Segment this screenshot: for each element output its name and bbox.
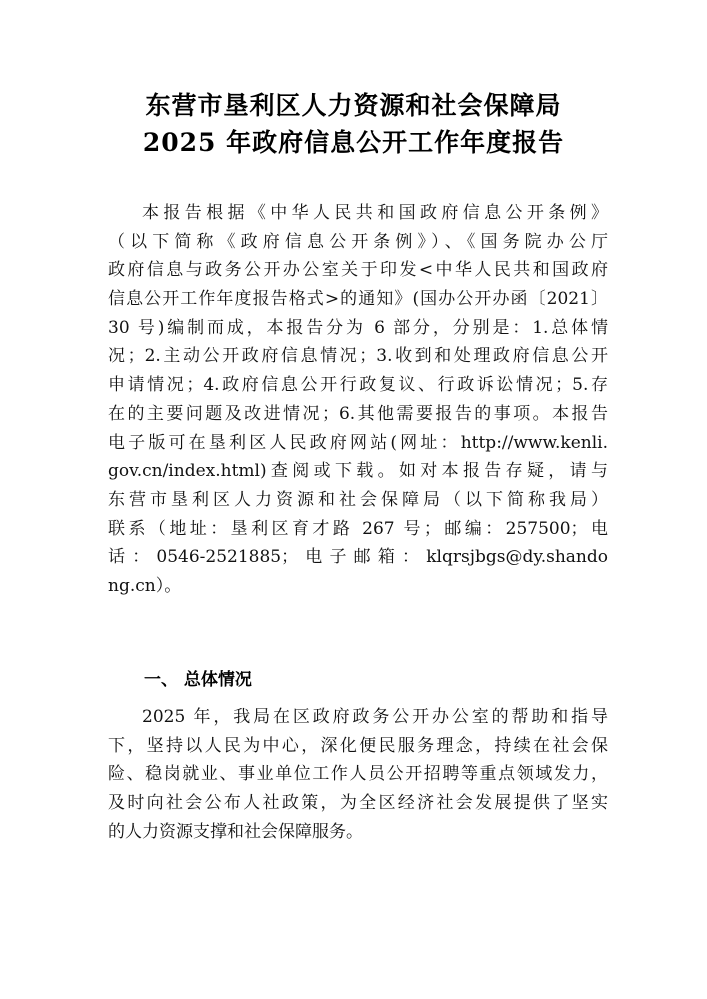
intro-line: gov.cn/index.html)查阅或下载。如对本报告存疑，请与 xyxy=(108,461,608,482)
section-1-line: 2025 年，我局在区政府政务公开办公室的帮助和指导 xyxy=(142,707,608,727)
intro-line: 30 号)编制而成，本报告分为 6 部分，分别是：1.总体情 xyxy=(108,317,608,338)
intro-line: 本报告根据《中华人民共和国政府信息公开条例》 xyxy=(142,203,608,223)
section-1-line: 及时向社会公布人社政策，为全区经济社会发展提供了坚实 xyxy=(108,793,608,814)
intro-line: ng.cn）。 xyxy=(108,575,182,596)
intro-line: 政府信息与政务公开办公室关于印发<中华人民共和国政府 xyxy=(108,260,608,281)
section-1-heading: 一、 总体情况 xyxy=(144,670,252,690)
section-1-line: 险、稳岗就业、事业单位工作人员公开招聘等重点领域发力， xyxy=(108,764,608,785)
intro-line: 在的主要问题及改进情况；6.其他需要报告的事项。本报告 xyxy=(108,403,608,424)
intro-line: 话：0546-2521885；电子邮箱：klqrsjbgs@dy.shando xyxy=(108,547,608,568)
intro-line: 联系（地址：垦利区育才路 267 号；邮编：257500；电 xyxy=(108,518,608,539)
intro-paragraph xyxy=(108,199,608,601)
intro-line: 东营市垦利区人力资源和社会保障局（以下简称我局） xyxy=(108,489,608,510)
intro-line: 况；2.主动公开政府信息情况；3.收到和处理政府信息公开 xyxy=(108,346,608,367)
section-1-line: 的人力资源支撑和社会保障服务。 xyxy=(108,821,363,842)
intro-line: 信息公开工作年度报告格式>的通知》(国办公开办函〔2021〕 xyxy=(108,289,608,310)
document-title-line-2: 2025 年政府信息公开工作年度报告 xyxy=(142,128,565,157)
document-title-line-1: 东营市垦利区人力资源和社会保障局 xyxy=(145,91,562,120)
intro-line: （以下简称《政府信息公开条例》）、《国务院办公厅 xyxy=(108,231,608,252)
intro-line: 电子版可在垦利区人民政府网站(网址：http://www.kenli. xyxy=(108,432,608,453)
section-1-paragraph xyxy=(108,703,608,846)
section-1-line: 下，坚持以人民为中心，深化便民服务理念，持续在社会保 xyxy=(108,735,608,756)
intro-line: 申请情况；4.政府信息公开行政复议、行政诉讼情况；5.存 xyxy=(108,375,608,396)
